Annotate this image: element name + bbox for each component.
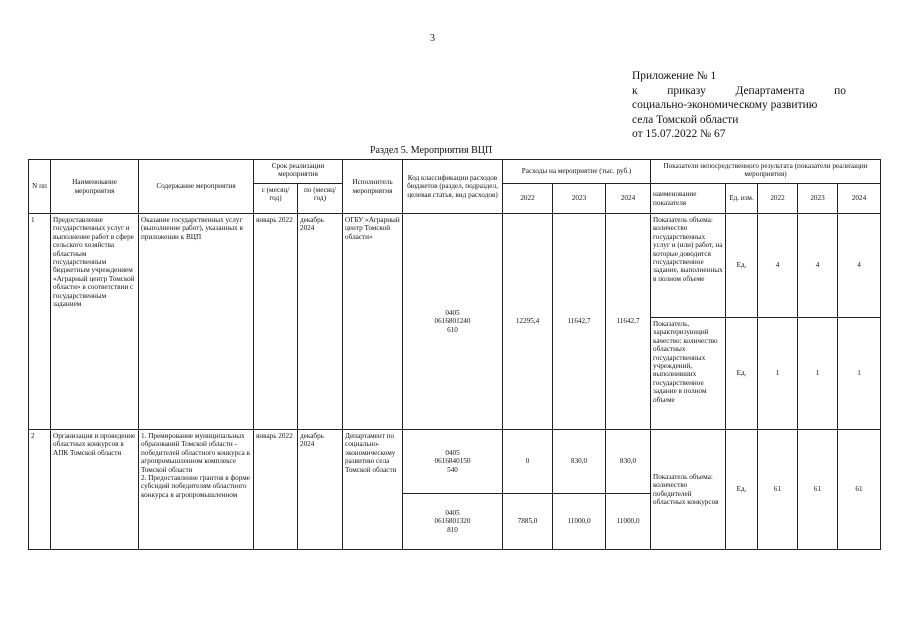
header-result-year: 2022: [758, 184, 798, 214]
table-row-num: 2: [29, 430, 51, 550]
indicator-name: Показатель объема: количество победителей областных конкурсов: [651, 430, 726, 550]
expense-2022: 0: [503, 430, 553, 494]
table-row-num: 1: [29, 214, 51, 430]
header-indicator-name: наименование показателя: [651, 184, 726, 214]
expense-2024: 11000,0: [606, 494, 651, 550]
indicator-unit: Ед.: [726, 214, 758, 318]
header-code: Код классификации расходов бюджетов (раздел, подраздел, целевая статья, вид расходов): [403, 160, 503, 214]
table-row-content: 1. Премирование муниципальных образований Томской области - победителей областного конкурса в агропромышленном комплексе Томской области 2. Предоставление грантов в форме субсидий победителям областного конкурса в агропромышленном: [139, 430, 254, 550]
table-row-code: 0405 0616801240 610: [403, 214, 503, 430]
appendix-line-5: от 15.07.2022 № 67: [632, 128, 726, 140]
header-result-year: 2024: [838, 184, 881, 214]
indicator-name: Показатель объема: количество государственных услуг и (или) работ, на которые доводится государственное задание, выполненных в полном объеме: [651, 214, 726, 318]
expense-2022: 7885,0: [503, 494, 553, 550]
expense-2023: 830,0: [553, 430, 606, 494]
indicator-value: 4: [758, 214, 798, 318]
header-result-year: 2023: [798, 184, 838, 214]
indicator-value: 61: [798, 430, 838, 550]
indicator-value: 1: [838, 318, 881, 430]
table-row-from: январь 2022: [254, 430, 298, 550]
appendix-line-3: социально-экономическому развитию: [632, 99, 818, 111]
header-year: 2024: [606, 184, 651, 214]
table-row-name: Предоставление государственных услуг и выполнение работ в сфере сельского хозяйства областным государственным бюджетным учреждением «Аграрный центр Томской области» в соответствии с государственным заданием: [51, 214, 139, 430]
indicator-value: 4: [838, 214, 881, 318]
header-year: 2023: [553, 184, 606, 214]
header-name: Наименование мероприятия: [51, 160, 139, 214]
table-row-code: 0405 0616840150 540: [403, 430, 503, 494]
header-unit: Ед. изм.: [726, 184, 758, 214]
table-row-code: 0405 0616801320 810: [403, 494, 503, 550]
expense-2022: 12295,4: [503, 214, 553, 430]
header-content: Содержание мероприятия: [139, 160, 254, 214]
table-row-from: январь 2022: [254, 214, 298, 430]
header-num: N пп: [29, 160, 51, 214]
page-number: 3: [430, 33, 435, 44]
header-year: 2022: [503, 184, 553, 214]
indicator-value: 61: [838, 430, 881, 550]
table-row-to: декабрь 2024: [298, 214, 343, 430]
section-title: Раздел 5. Мероприятия ВЦП: [370, 145, 493, 156]
header-expenses: Расходы на мероприятие (тыс. руб.): [503, 160, 651, 184]
expense-2023: 11000,0: [553, 494, 606, 550]
appendix-header: [632, 69, 846, 142]
indicator-value: 4: [798, 214, 838, 318]
expense-2024: 830,0: [606, 430, 651, 494]
table-row-to: декабрь 2024: [298, 430, 343, 550]
table-row-content: Оказание государственных услуг (выполнение работ), указанных в приложении к ВЦП: [139, 214, 254, 430]
table-row-executor: Департамент по социально-экономическому развитию села Томской области: [343, 430, 403, 550]
header-term-to: по (месяц/ год): [298, 184, 343, 214]
indicator-unit: Ед.: [726, 430, 758, 550]
header-term-from: с (месяц/ год): [254, 184, 298, 214]
indicator-value: 1: [798, 318, 838, 430]
indicator-name: Показатель, характеризующий качество: количество областных государственных учреждений, выполнивших государственное задание в полном объеме: [651, 318, 726, 430]
indicator-value: 61: [758, 430, 798, 550]
appendix-line-4: села Томской области: [632, 113, 739, 126]
header-executor: Исполнитель мероприятия: [343, 160, 403, 214]
appendix-line-1: Приложение № 1: [632, 70, 717, 82]
header-term: Срок реализации мероприятия: [254, 160, 343, 184]
measures-table: [28, 159, 881, 550]
indicator-value: 1: [758, 318, 798, 430]
expense-2024: 11642,7: [606, 214, 651, 430]
table-row-executor: ОГБУ «Аграрный центр Томской области»: [343, 214, 403, 430]
table-row-name: Организация и проведение областных конкурсов в АПК Томской области: [51, 430, 139, 550]
header-results: Показатели непосредственного результата (показатели реализации мероприятия): [651, 160, 881, 184]
appendix-line-2: к приказу Департамента по: [632, 84, 846, 97]
indicator-unit: Ед.: [726, 318, 758, 430]
expense-2023: 11642,7: [553, 214, 606, 430]
